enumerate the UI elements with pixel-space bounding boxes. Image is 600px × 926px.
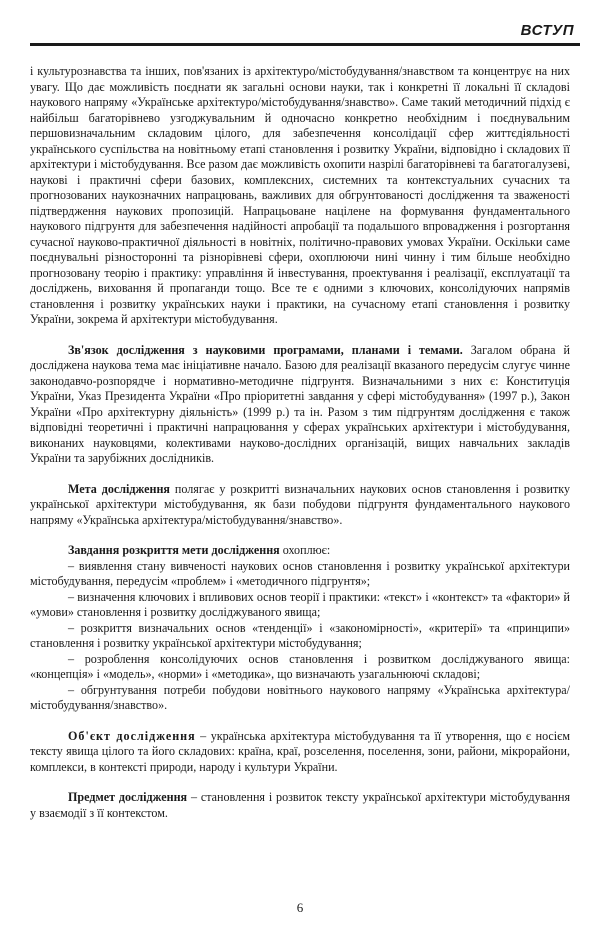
subject-paragraph [30,790,570,821]
header-rule [30,43,580,46]
tasks-heading-line [30,543,570,559]
paragraph-gap [30,467,570,482]
goal-paragraph [30,482,570,529]
page-body [30,64,570,821]
tasks-heading: Завдання розкриття мети дослідження [68,543,280,557]
task-item: – розроблення консолідуючих основ становлення і розвитком досліджуваного явища: «концепція» і «модель», «норми» і «методика», що визначають узагальнюючі складові; [30,651,570,681]
paragraph-gap [30,528,570,543]
page-number: 6 [296,900,304,915]
paragraph-gap [30,328,570,343]
task-item: – визначення ключових і впливових основ теорії і практики: «текст» і «контекст» та «фактори» й «умови» становлення і розвитку досліджуваного явища; [30,589,570,619]
running-header [30,22,580,52]
task-item: – розкриття визначальних основ «тенденції» і «закономірності», «критерії» та «принципи» становлення і розвитку української архітектури містобудування; [30,620,570,650]
object-heading: Об'єкт дослідження [68,728,196,743]
object-text: – українська архітектура містобудування та її утворення, що є носієм тексту явища цілого та його складових: країна, краї, розселення, поселення, зони, райони, мікрорайони, комплекси, в контексті природи, народу і культури України. [30,728,570,774]
paragraph-gap [30,714,570,729]
object-paragraph [30,729,570,776]
paragraph-gap [30,775,570,790]
task-item: – обгрунтування потреби побудови новітнього наукового напряму «Українська архітектура/містобудування/знавство». [30,682,570,712]
subject-text: – становлення і розвиток тексту української архітектури містобудування у взаємодії з її контекстом. [30,790,571,820]
connection-text: Загалом обрана й досліджена наукова тема має ініціативне начало. Базою для реалізації вказаного передусім слугує чинне законодавчо-розпорядче і нормативно-методичне підгрунтя. Визначальними з них є: Конституція України, Указ Президента України «Про пріоритетні завдання у сфері містобудування» (1997 р.), Закон України «Про архітектурну діяльність» (1999 р.) та ін. Разом з тим підгрунтям дослідження є також відповідні теоретичні і практичні напрацювання у сферах українських архітектури і містобудування, виконаних науковцями, колективами науково-дослідних організацій, вищих навчальних закладів України та зарубіжних дослідників. [30,342,570,465]
chapter-title: ВСТУП [520,22,574,39]
subject-heading: Предмет дослідження [68,790,188,804]
task-item: – виявлення стану вивченості наукових основ становлення і розвитку української архітектури містобудування, передусім «проблем» і «методичного підгрунтя»; [30,558,570,588]
tasks-list [30,559,570,714]
intro-paragraph: і культурознавства та інших, пов'язаних із архітектуро/містобудування/знавством та концентрує на них увагу. Що дає можливість поєднати як загальні основи науки, так і конкретні її локальні її складові наукового напряму «Українське архітектуро/містобудування/знавство». Саме такий методичний підхід є найбільш багаторівнево узгоджувальним й одночасно конкретно необхідним і поєднувальним першовизначальним складовим цілого, для забезпечення консолідації сфер життєдіяльності українського суспільства на новітньому етапі становлення і розвитку України, відповідно і складових її архітектури і містобудування. Все разом дає можливість охопити назрілі багаторівневі та багатогалузеві, наукові і практичні сфери базових, комплексних, системних та контекстуальних сучасних та прогнозованих наукозначних напрацювань, важливих для обгрунтованості дослідження та зваженості підтвердження наукових пропозицій. Напрацьоване націлене на формування фундаментального наукового підгрунтя для забезпечення надійності апробації та подальшого впровадження і розгортання сучасної науково-практичної діяльності в новітніх, політично-правових умовах України. Оскільки саме поєднувальні різносторонні та різнорівневі сфери, охоплюючи нині чинну і тим більше необхідно прогнозовану теорію і практику: управління й інвестування, проектування і реалізації, експлуатації та досліджень, виховання й пропаганди тощо. Все те є одними з ключових, консолідуючих напрямів становлення і розвитку українських науки і практики, на сучасному етапі становлення і розвитку України, зокрема й архітектури містобудування. [30,64,570,326]
goal-heading: Мета дослідження [68,481,170,496]
goal-text: полягає у розкритті визначальних наукових основ становлення і розвитку української архітектури містобудування, як бази побудови підгрунтя фундаментального наукового напряму «Українська архітектура/містобудування/знавство». [30,481,570,527]
connection-heading: Зв'язок дослідження з науковими програмами, планами і темами. [68,342,463,357]
connection-paragraph [30,343,570,467]
tasks-heading-suffix: охоплює: [279,543,331,557]
